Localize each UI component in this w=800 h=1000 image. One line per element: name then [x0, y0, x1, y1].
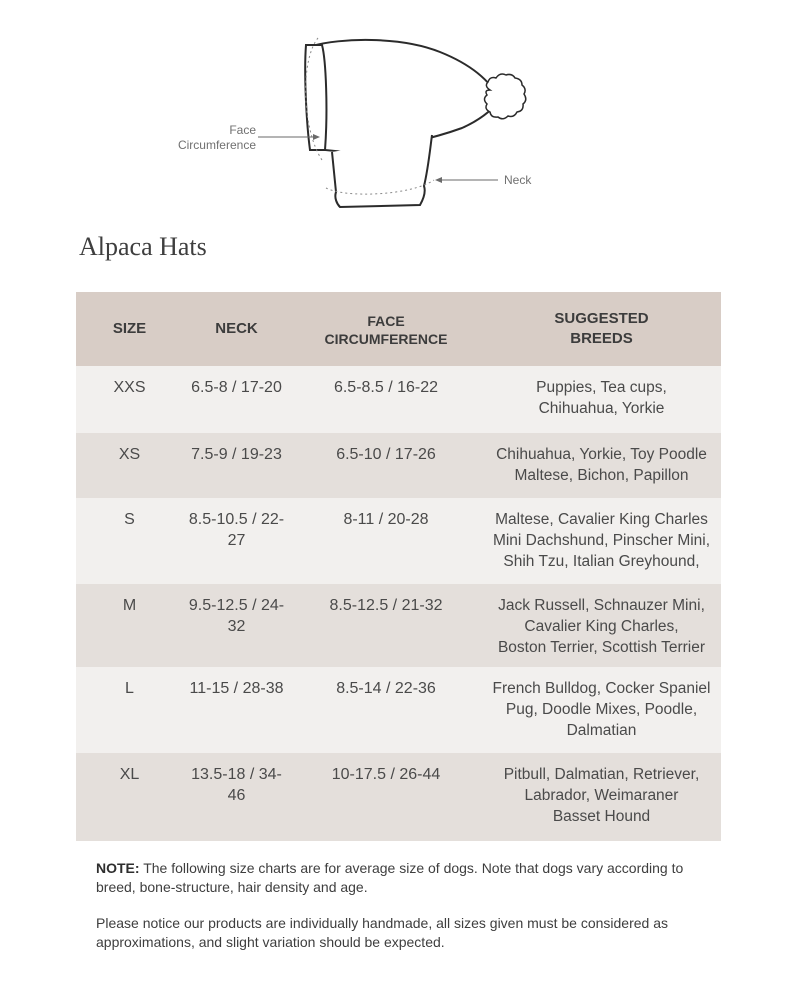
breeds-line: Puppies, Tea cups,	[536, 379, 667, 396]
pom-pom	[485, 74, 526, 119]
cell-neck: 9.5-12.5 / 24-32	[188, 597, 285, 635]
breeds-line: Chihuahua, Yorkie	[538, 400, 665, 417]
table-row	[76, 753, 721, 841]
cell-face: 10-17.5 / 26-44	[331, 766, 441, 783]
header-size: SIZE	[112, 320, 147, 337]
cell-face: 8.5-14 / 22-36	[336, 680, 436, 697]
breeds-line: Basset Hound	[552, 808, 651, 825]
header-breeds-line2: BREEDS	[570, 330, 633, 347]
page-title: Alpaca Hats	[79, 232, 207, 261]
header-breeds	[482, 309, 721, 349]
hat-illustration	[0, 0, 800, 230]
cell-size: S	[124, 511, 135, 528]
table-row	[76, 584, 721, 667]
cell-neck: 13.5-18 / 34-46	[191, 766, 282, 804]
face-label-line1: Face	[229, 123, 256, 137]
cell-neck: 7.5-9 / 19-23	[191, 446, 282, 463]
cell-neck: 6.5-8 / 17-20	[191, 379, 282, 396]
cell-breeds	[482, 753, 721, 841]
hat-diagram	[0, 0, 800, 230]
breeds-line: Pitbull, Dalmatian, Retriever,	[503, 766, 700, 783]
breeds-line: Pug, Doodle Mixes, Poodle,	[505, 701, 698, 718]
face-label-line2: Circumference	[177, 138, 256, 152]
breeds-line: Jack Russell, Schnauzer Mini,	[498, 597, 705, 614]
breeds-line: Dalmatian	[566, 722, 637, 739]
cell-size: M	[122, 597, 137, 614]
notes-section	[96, 859, 716, 952]
neck-label: Neck	[504, 173, 532, 187]
breeds-line: Cavalier King Charles,	[524, 618, 679, 635]
hat-brim	[305, 45, 326, 150]
cell-breeds	[482, 667, 721, 753]
hat-body	[312, 40, 500, 152]
breeds-line: Boston Terrier, Scottish Terrier	[497, 639, 706, 656]
breeds-line: Maltese, Bichon, Papillon	[514, 467, 689, 484]
table-row	[76, 667, 721, 753]
breeds-line: French Bulldog, Cocker Spaniel	[492, 680, 711, 697]
cell-breeds	[482, 433, 721, 498]
note-label: NOTE:	[96, 860, 140, 876]
cell-breeds	[482, 498, 721, 584]
table-row	[76, 498, 721, 584]
cell-size: XL	[119, 766, 140, 783]
cell-face: 8.5-12.5 / 21-32	[329, 597, 443, 614]
neck-arrow-head	[435, 177, 442, 183]
cell-neck: 8.5-10.5 / 22-27	[188, 511, 285, 549]
header-breeds-line1: SUGGESTED	[554, 310, 649, 327]
size-note	[96, 859, 716, 897]
cell-size: L	[125, 680, 134, 697]
cell-face: 6.5-10 / 17-26	[336, 446, 436, 463]
table-row	[76, 366, 721, 433]
cell-breeds	[482, 366, 721, 433]
table-row	[76, 433, 721, 498]
breeds-line: Maltese, Cavalier King Charles	[495, 511, 708, 528]
cell-face: 6.5-8.5 / 16-22	[333, 379, 439, 396]
header-face	[290, 310, 482, 348]
cell-size: XS	[118, 446, 141, 463]
header-neck: NECK	[215, 320, 258, 337]
table-header-row	[76, 292, 721, 366]
note-text: The following size charts are for average size of dogs. Note that dogs vary according to breed, bone-structure, hair density and age.	[96, 860, 684, 895]
header-face-line2: CIRCUMFERENCE	[324, 331, 448, 347]
breeds-line: Labrador, Weimaraner	[524, 787, 679, 804]
cell-neck: 11-15 / 28-38	[189, 680, 284, 697]
breeds-line: Chihuahua, Yorkie, Toy Poodle	[496, 446, 707, 463]
breeds-line: Mini Dachshund, Pinscher Mini,	[492, 532, 711, 549]
header-face-line1: FACE	[367, 313, 405, 329]
cell-size: XXS	[113, 379, 146, 396]
face-circumference-label	[150, 123, 256, 153]
size-table	[76, 292, 721, 841]
breeds-line: Shih Tzu, Italian Greyhound,	[503, 553, 700, 570]
handmade-note: Please notice our products are individually handmade, all sizes given must be considered as approximations, and slight variation should be expected.	[96, 915, 668, 950]
cell-face: 8-11 / 20-28	[343, 511, 429, 528]
cell-breeds	[482, 584, 721, 667]
